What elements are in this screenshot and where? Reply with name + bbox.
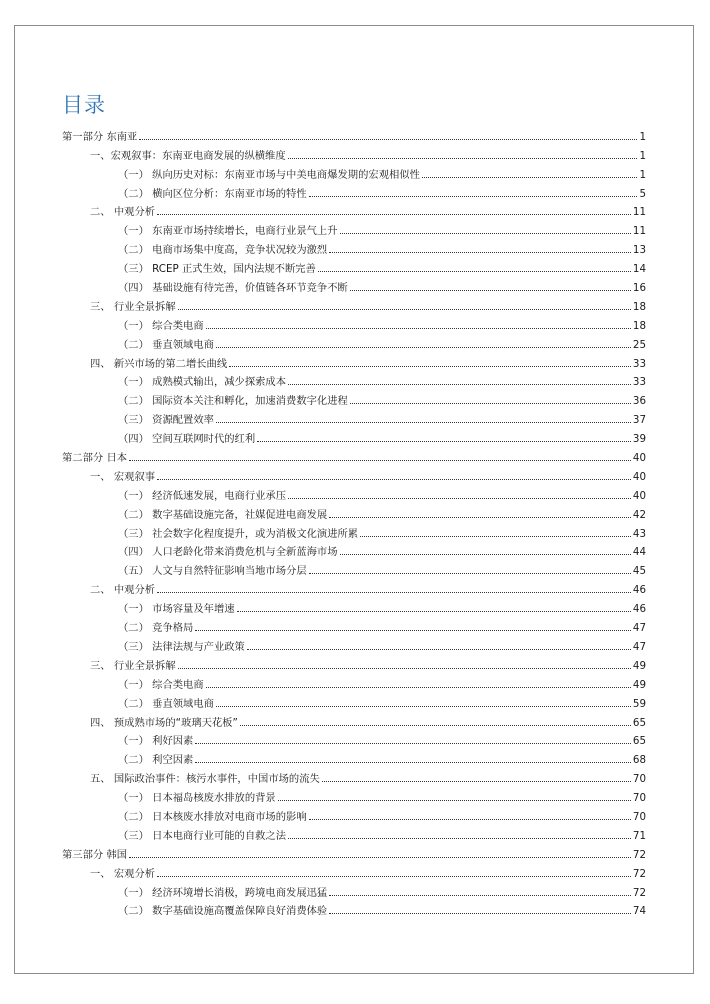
toc-entry-page-number: 46	[632, 584, 646, 597]
toc-dot-leader	[216, 422, 631, 423]
toc-dot-leader	[129, 460, 631, 461]
toc-dot-leader	[157, 876, 631, 877]
toc-dot-leader	[288, 158, 638, 159]
toc-entry[interactable]	[62, 124, 646, 143]
toc-entry[interactable]	[62, 899, 646, 918]
toc-entry-page-number: 39	[632, 433, 646, 446]
toc-dot-leader	[288, 384, 631, 385]
toc-entry[interactable]	[62, 653, 646, 672]
toc-entry-title: （一） 综合类电商	[118, 319, 204, 332]
toc-dot-leader	[157, 214, 631, 215]
toc-entry[interactable]	[62, 143, 646, 162]
toc-entry[interactable]	[62, 464, 646, 483]
toc-entry-page-number: 47	[632, 640, 646, 653]
toc-dot-leader	[309, 196, 638, 197]
toc-entry-title: （一） 经济环境增长消极，跨境电商发展迅猛	[118, 886, 328, 899]
toc-dot-leader	[206, 687, 631, 688]
toc-entry[interactable]	[62, 218, 646, 237]
toc-entry[interactable]	[62, 313, 646, 332]
toc-entry[interactable]	[62, 710, 646, 729]
toc-entry[interactable]	[62, 370, 646, 389]
toc-entry-title: （一） 经济低速发展，电商行业承压	[118, 489, 287, 502]
toc-dot-leader	[216, 347, 631, 348]
toc-entry[interactable]	[62, 483, 646, 502]
toc-entry-page-number: 72	[632, 867, 646, 880]
toc-dot-leader	[329, 252, 631, 253]
toc-entry-title: 二、 中观分析	[90, 206, 156, 219]
toc-dot-leader	[257, 441, 631, 442]
toc-entry-title: 一、宏观叙事：东南亚电商发展的纵横维度	[90, 149, 286, 162]
toc-entry-title: （二） 利空因素	[118, 754, 194, 767]
toc-entry-title: （二） 竞争格局	[118, 622, 194, 635]
toc-entry-page-number: 40	[632, 470, 646, 483]
toc-entry-page-number: 13	[632, 244, 646, 257]
toc-entry-title: （四） 人口老龄化带来消费危机与全新蓝海市场	[118, 546, 338, 559]
toc-entry[interactable]	[62, 426, 646, 445]
toc-entry-title: （五） 人文与自然特征影响当地市场分层	[118, 565, 307, 578]
toc-entry-page-number: 5	[639, 187, 646, 200]
toc-entry-page-number: 49	[632, 678, 646, 691]
toc-entry-title: （一） 综合类电商	[118, 678, 204, 691]
toc-dot-leader	[178, 309, 631, 310]
toc-entry-page-number: 45	[632, 565, 646, 578]
toc-entry-page-number: 43	[632, 527, 646, 540]
toc-entry-page-number: 70	[632, 810, 646, 823]
toc-entry[interactable]	[62, 615, 646, 634]
toc-entry-title: （四） 基础设施有待完善，价值链各环节竞争不断	[118, 282, 348, 295]
toc-entry-title: （四） 空间互联网时代的红利	[118, 433, 256, 446]
toc-entry-page-number: 49	[632, 659, 646, 672]
toc-entry[interactable]	[62, 181, 646, 200]
toc-dot-leader	[309, 573, 631, 574]
toc-entry-page-number: 65	[632, 716, 646, 729]
toc-dot-leader	[322, 781, 631, 782]
toc-entry[interactable]	[62, 558, 646, 577]
toc-entry[interactable]	[62, 747, 646, 766]
toc-dot-leader	[178, 668, 631, 669]
toc-dot-leader	[237, 611, 631, 612]
toc-entry-title: （一） 东南亚市场持续增长，电商行业景气上升	[118, 225, 338, 238]
toc-entry[interactable]	[62, 634, 646, 653]
toc-entry-page-number: 59	[632, 697, 646, 710]
toc-dot-leader	[216, 706, 631, 707]
toc-entry[interactable]	[62, 237, 646, 256]
toc-entry[interactable]	[62, 691, 646, 710]
toc-entry[interactable]	[62, 502, 646, 521]
toc-dot-leader	[329, 517, 631, 518]
toc-entry[interactable]	[62, 766, 646, 785]
toc-entry-title: 四、 新兴市场的第二增长曲线	[90, 357, 228, 370]
toc-dot-leader	[195, 762, 631, 763]
toc-entry-title: （二） 垂直领域电商	[118, 338, 214, 351]
toc-entry-page-number: 46	[632, 603, 646, 616]
toc-entry-page-number: 47	[632, 622, 646, 635]
toc-entry-title: 二、 中观分析	[90, 584, 156, 597]
toc-entry-page-number: 40	[632, 452, 646, 465]
toc-dot-leader	[318, 271, 631, 272]
toc-entry-page-number: 74	[632, 905, 646, 918]
toc-entry[interactable]	[62, 540, 646, 559]
toc-entry[interactable]	[62, 672, 646, 691]
toc-entry[interactable]	[62, 200, 646, 219]
toc-entry-title: （一） 成熟模式输出，减少探索成本	[118, 376, 287, 389]
toc-entry-page-number: 33	[632, 357, 646, 370]
toc-entry[interactable]	[62, 823, 646, 842]
toc-entry-title: （一） 市场容量及年增速	[118, 603, 235, 616]
table-of-contents	[62, 124, 646, 917]
toc-dot-leader	[195, 630, 631, 631]
toc-entry[interactable]	[62, 162, 646, 181]
toc-dot-leader	[329, 895, 631, 896]
toc-entry[interactable]	[62, 256, 646, 275]
toc-entry[interactable]	[62, 880, 646, 899]
toc-entry-title: （一） 利好因素	[118, 735, 194, 748]
toc-entry-title: 四、 预成熟市场的“玻璃天花板”	[90, 716, 238, 729]
toc-entry-title: 第二部分 日本	[62, 452, 128, 465]
toc-entry-page-number: 71	[632, 829, 646, 842]
toc-entry[interactable]	[62, 407, 646, 426]
toc-entry-title: 一、 宏观分析	[90, 867, 156, 880]
toc-entry-title: 三、 行业全景拆解	[90, 659, 176, 672]
toc-entry-page-number: 72	[632, 886, 646, 899]
toc-entry-page-number: 70	[632, 792, 646, 805]
toc-entry-title: （二） 国际资本关注和孵化，加速消费数字化进程	[118, 395, 348, 408]
toc-entry-title: （三） RCEP 正式生效，国内法规不断完善	[118, 263, 316, 276]
toc-entry-title: （二） 数字基础设施高覆盖保障良好消费体验	[118, 905, 328, 918]
toc-entry-page-number: 1	[639, 149, 646, 162]
toc-entry[interactable]	[62, 445, 646, 464]
toc-entry-page-number: 14	[632, 263, 646, 276]
toc-entry[interactable]	[62, 577, 646, 596]
toc-entry-page-number: 16	[632, 282, 646, 295]
toc-entry[interactable]	[62, 842, 646, 861]
toc-entry-title: 第三部分 韩国	[62, 848, 128, 861]
toc-entry[interactable]	[62, 596, 646, 615]
toc-entry-title: （二） 电商市场集中度高，竞争状况较为激烈	[118, 244, 328, 257]
toc-entry[interactable]	[62, 294, 646, 313]
toc-entry[interactable]	[62, 729, 646, 748]
toc-entry-page-number: 37	[632, 414, 646, 427]
toc-entry-page-number: 65	[632, 735, 646, 748]
toc-entry[interactable]	[62, 785, 646, 804]
toc-dot-leader	[278, 800, 631, 801]
toc-entry-page-number: 36	[632, 395, 646, 408]
toc-entry-page-number: 18	[632, 300, 646, 313]
toc-entry[interactable]	[62, 521, 646, 540]
toc-entry-title: （三） 法律法规与产业政策	[118, 640, 245, 653]
toc-dot-leader	[157, 479, 631, 480]
toc-entry-title: （二） 垂直领域电商	[118, 697, 214, 710]
toc-entry-page-number: 70	[632, 773, 646, 786]
toc-dot-leader	[350, 403, 631, 404]
toc-entry-page-number: 1	[639, 130, 646, 143]
toc-dot-leader	[422, 177, 638, 178]
toc-title: 目录	[62, 93, 106, 117]
toc-entry-title: 一、 宏观叙事	[90, 470, 156, 483]
toc-entry-page-number: 68	[632, 754, 646, 767]
toc-entry[interactable]	[62, 804, 646, 823]
toc-entry-title: 五、 国际政治事件：核污水事件，中国市场的流失	[90, 773, 320, 786]
toc-dot-leader	[288, 498, 631, 499]
toc-entry-page-number: 1	[639, 168, 646, 181]
toc-entry-page-number: 42	[632, 508, 646, 521]
toc-entry-page-number: 11	[632, 225, 646, 238]
toc-entry-title: （三） 社会数字化程度提升，或为消极文化演进所累	[118, 527, 359, 540]
toc-dot-leader	[139, 139, 637, 140]
toc-dot-leader	[247, 649, 631, 650]
toc-entry-title: （三） 资源配置效率	[118, 414, 214, 427]
toc-entry[interactable]	[62, 275, 646, 294]
toc-entry-page-number: 25	[632, 338, 646, 351]
toc-dot-leader	[340, 233, 631, 234]
toc-dot-leader	[340, 554, 631, 555]
toc-entry-title: （二） 日本核废水排放对电商市场的影响	[118, 810, 307, 823]
toc-dot-leader	[309, 819, 631, 820]
toc-entry-title: （三） 日本电商行业可能的自救之法	[118, 829, 287, 842]
toc-dot-leader	[240, 725, 631, 726]
toc-entry-title: （一） 纵向历史对标：东南亚市场与中美电商爆发期的宏观相似性	[118, 168, 420, 181]
toc-dot-leader	[195, 743, 631, 744]
toc-entry-page-number: 40	[632, 489, 646, 502]
toc-entry[interactable]	[62, 861, 646, 880]
toc-entry-page-number: 11	[632, 206, 646, 219]
toc-entry-page-number: 72	[632, 848, 646, 861]
toc-dot-leader	[329, 913, 631, 914]
toc-dot-leader	[288, 838, 631, 839]
toc-entry[interactable]	[62, 388, 646, 407]
toc-dot-leader	[350, 290, 631, 291]
toc-entry[interactable]	[62, 332, 646, 351]
toc-dot-leader	[129, 857, 631, 858]
toc-entry-page-number: 44	[632, 546, 646, 559]
toc-entry-title: （二） 数字基础设施完备，社媒促进电商发展	[118, 508, 328, 521]
toc-entry-page-number: 33	[632, 376, 646, 389]
toc-dot-leader	[157, 592, 631, 593]
toc-entry-title: （二） 横向区位分析：东南亚市场的特性	[118, 187, 307, 200]
toc-entry-title: （一） 日本福岛核废水排放的背景	[118, 792, 276, 805]
toc-dot-leader	[360, 536, 631, 537]
toc-entry[interactable]	[62, 351, 646, 370]
toc-entry-title: 三、 行业全景拆解	[90, 300, 176, 313]
toc-entry-title: 第一部分 东南亚	[62, 130, 138, 143]
toc-dot-leader	[206, 328, 631, 329]
toc-dot-leader	[229, 366, 631, 367]
toc-entry-page-number: 18	[632, 319, 646, 332]
